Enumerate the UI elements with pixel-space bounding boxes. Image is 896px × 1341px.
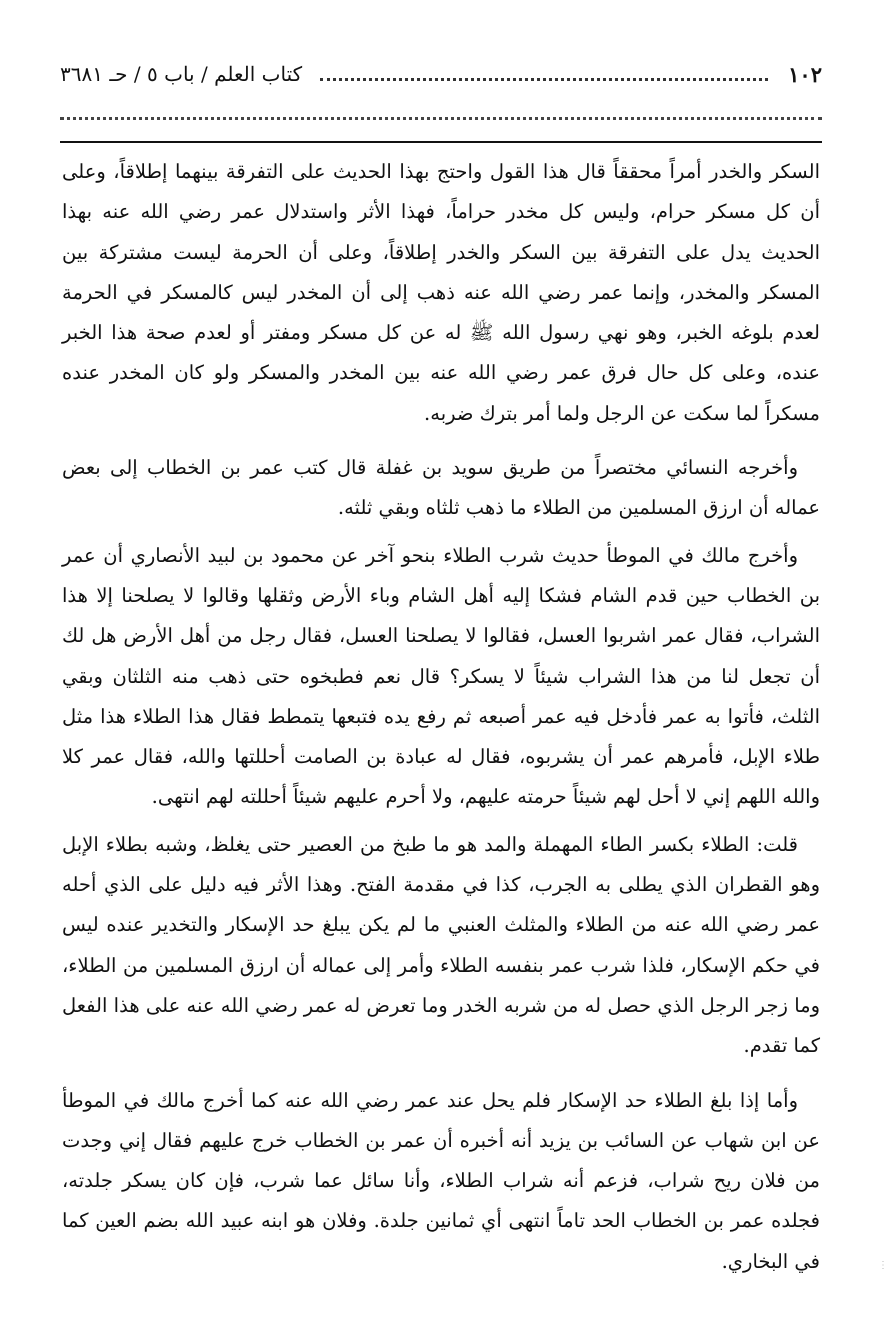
- paragraph-4: قلت: الطلاء بكسر الطاء المهملة والمد هو ما طبخ من العصير حتى يغلظ، وشبه بطلاء الإبل وهو القطران الذي يطلى به الجرب، كذا في مقدمة الفتح. وهذا الأثر فيه دليل على الذي أحله عمر رضي الله عنه من الطلاء والمثلث العنبي ما لم يكن يبلغ حد الإسكار والتخدير عنده ليس في حكم الإسكار، فلذا شرب عمر بنفسه الطلاء وأمر إلى عماله أن ارزق المسلمين من الطلاء، وما زجر الرجل الذي حصل له من شربه الخدر وما تعرض له عمر رضي الله عنه على هذا الفعل كما تقدم.: [62, 832, 820, 1058]
- solid-divider: [60, 141, 822, 143]
- running-title: كتاب العلم / باب ٥ / حـ ٣٦٨١: [60, 62, 303, 86]
- scan-noise-mark: ⋮: [878, 1260, 888, 1271]
- paragraph-5: وأما إذا بلغ الطلاء حد الإسكار فلم يحل عند عمر رضي الله عنه كما أخرج مالك في الموطأ عن ابن شهاب عن السائب بن يزيد أنه أخبره أن عمر بن الخطاب خرج عليهم فقال إني وجدت من فلان ريح شراب، فزعم أنه شراب الطلاء، وأنا سائل عما شرب، فإن كان يسكر جلدته، فجلده عمر بن الخطاب الحد تاماً انتهى أي ثمانين جلدة. وفلان هو ابنه عبيد الله بضم العين كما في البخاري.: [62, 1088, 820, 1273]
- paragraph-2: وأخرجه النسائي مختصراً من طريق سويد بن غفلة قال كتب عمر بن الخطاب إلى بعض عماله أن ارزق المسلمين من الطلاء ما ذهب ثلثاه وبقي ثلثه.: [62, 456, 820, 520]
- page-number: ١٠٢: [788, 61, 822, 87]
- paragraph-3: وأخرج مالك في الموطأ حديث شرب الطلاء بنحو آخر عن محمود بن لبيد الأنصاري أن عمر بن الخطاب حين قدم الشام فشكا إليه أهل الشام وباء الأرض وثقلها وقالوا لا يصلحنا إلا هذا الشراب، فقال عمر اشربوا العسل، فقالوا لا يصلحنا العسل، فقال رجل من أهل الأرض هل لك أن تجعل لنا من هذا الشراب شيئاً لا يسكر؟ قال نعم فطبخوه حتى ذهب منه الثلثان وبقي الثلث، فأتوا به عمر فأدخل فيه عمر أصبعه ثم رفع يده فتبعها يتمطط فقال هذا الطلاء هذا مثل طلاء الإبل، فأمرهم عمر أن يشربوه، فقال له عبادة بن الصامت أحللتها والله، فقال عمر كلا والله اللهم إني لا أحل لهم شيئاً حرمته عليهم، ولا أحرم عليهم شيئاً أحللته لهم انتهى.: [62, 543, 820, 809]
- paragraph-1: السكر والخدر أمراً محققاً قال هذا القول واحتج بهذا الحديث على التفرقة بينهما إطلاقاً، وعلى أن كل مسكر حرام، وليس كل مخدر حراماً، فهذا الأثر واستدلال عمر رضي الله عنه بهذا الحديث يدل على التفرقة بين السكر والخدر إطلاقاً، وعلى أن الحرمة ليست مشتركة بين المسكر والمخدر، وإنما عمر رضي الله عنه ذهب إلى أن المخدر ليس كالمسكر في الحرمة لعدم بلوغه الخبر، وهو نهي رسول الله ﷺ له عن كل مسكر ومفتر أو لعدم صحة هذا الخبر عنده، وعلى كل حال فرق عمر رضي الله عنه بين المخدر والمسكر ولو كان المخدر عنده مسكراً لما سكت عن الرجل ولما أمر بترك ضربه.: [62, 160, 820, 425]
- header-dotted-leader: [320, 78, 768, 81]
- dotted-divider: [60, 117, 822, 120]
- page-header: [60, 54, 822, 94]
- page-body: [62, 152, 820, 1282]
